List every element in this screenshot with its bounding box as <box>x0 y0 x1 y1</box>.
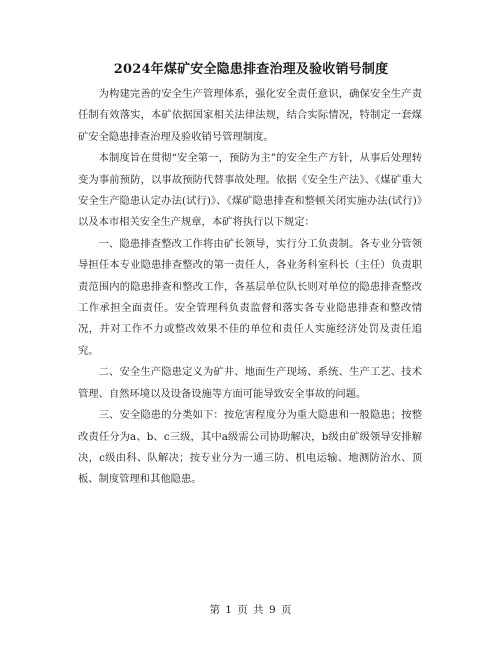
paragraph-clause-3: 三、安全隐患的分类如下：按危害程度分为重大隐患和一般隐患；按整改责任分为a、b、c三级，其中a级需公司协助解决，b级由矿级领导安排解决，c级由科、队解决；按专业分为一通三防、机电运输、地测防治水、顶板、制度管理和其他隐患。 <box>78 409 422 486</box>
paragraph-intro: 为构建完善的安全生产管理体系，强化安全责任意识，确保安全生产责任制有效落实，本矿依据国家相关法律法规，结合实际情况，特制定一套煤矿安全隐患排查治理及验收销号管理制度。 <box>78 88 422 143</box>
paragraph-purpose: 本制度旨在贯彻“安全第一，预防为主”的安全生产方针，从事后处理转变为事前预防，以事故预防代替事故处理。依据《安全生产法》、《煤矿重大安全生产隐患认定办法(试行)》、《煤矿隐患排查和整顿关闭实施办法(试行)》以及本市相关安全生产规章，本矿将执行以下规定： <box>78 152 422 229</box>
page-number-footer: 第 1 页 共 9 页 <box>209 604 293 616</box>
paragraph-clause-1: 一、隐患排查整改工作将由矿长领导，实行分工负责制。各专业分管领导担任本专业隐患排查整改的第一责任人，各业务科室科长（主任）负责职责范围内的隐患排查和整改工作，各基层单位队长则对单位的隐患排查整改工作承担全面责任。安全管理科负责监督和落实各专业隐患排查和整改情况，并对工作不力或整改效果不佳的单位和责任人实施经济处罚及责任追究。 <box>78 237 422 357</box>
paragraph-clause-2: 二、安全生产隐患定义为矿井、地面生产现场、系统、生产工艺、技术管理、自然环境以及设备设施等方面可能导致安全事故的问题。 <box>78 366 422 400</box>
document-body <box>78 84 422 491</box>
document-title: 2024年煤矿安全隐患排查治理及验收销号制度 <box>113 62 389 77</box>
